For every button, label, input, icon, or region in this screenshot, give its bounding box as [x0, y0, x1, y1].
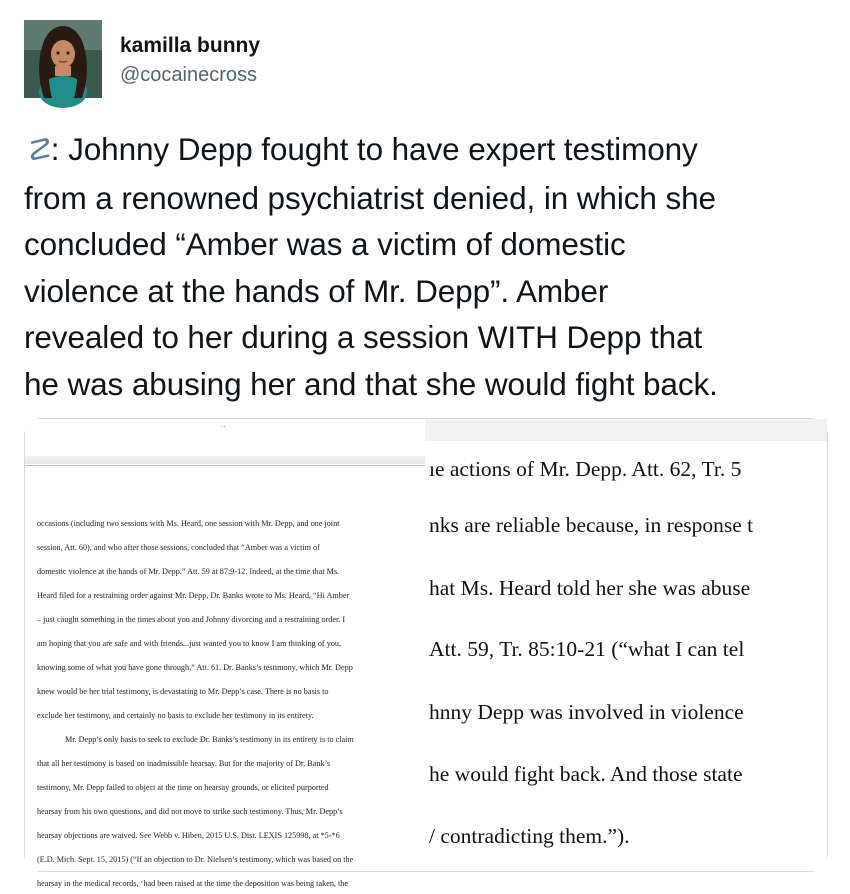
tweet-line: concluded “Amber was a victim of domestic — [24, 226, 626, 262]
symbol-glyph: ☡ — [24, 133, 51, 168]
doc-line: Mr. Depp’s only basis to seek to exclude Dr. Banks’s testimony in its entirety is to claim — [65, 735, 354, 744]
tweet-line: revealed to her during a session WITH Depp that — [24, 319, 703, 355]
doc-line: ıe actions of Mr. Depp. Att. 62, Tr. 5 — [429, 457, 742, 481]
doc-mark: .. — [221, 419, 226, 430]
doc-line: – just caught something in the times about you and Johnny divorcing and a restraining order. I — [37, 615, 346, 624]
legal-document-left — [25, 419, 435, 888]
doc-line: Att. 59, Tr. 85:10-21 (“what I can tel — [429, 637, 745, 661]
doc-line: domestic violence at the hands of Mr. Depp.” Att. 59 at 87:9-12. Indeed, at the time that Ms. — [37, 567, 340, 576]
doc-line: testimony, Mr. Depp failed to object at the time on hearsay grounds, or elicited purported — [37, 783, 329, 792]
tweet-line: violence at the hands of Mr. Depp”. Amber — [24, 272, 609, 309]
tweet-line: ☡: Johnny Depp fought to have expert testimony — [24, 131, 698, 168]
doc-line: nks are reliable because, in response t — [429, 513, 754, 537]
tweet-media-image[interactable] — [24, 418, 828, 888]
tweet-text — [24, 126, 824, 407]
doc-line: knew would be her trial testimony, is devastating to Mr. Depp’s case. There is no basis to — [37, 687, 329, 696]
doc-line: am hoping that you are safe and with friends...just wanted you to know I am thinking of you, — [37, 639, 342, 648]
doc-line: occasions (including two sessions with Ms. Heard, one session with Mr. Depp, and one joint — [37, 519, 340, 528]
doc-line: hearsay from his own questions, and did not move to strike such testimony. Thus, Mr. Depp’s — [37, 807, 343, 816]
tweet-line: from a renowned psychiatrist denied, in which she — [24, 179, 716, 216]
divider — [25, 465, 435, 466]
avatar-image — [24, 20, 102, 98]
doc-line: hearsay in the medical records, ‘had been raised at the time the deposition was being taken, the — [37, 879, 349, 888]
doc-line: exclude her testimony, and certainly no basis to exclude her testimony in its entirety. — [37, 711, 314, 720]
doc-line: hearsay objections are waived. See Webb v. Hiben, 2015 U.S. Dist. LEXIS 125998, at *5-*6 — [37, 831, 340, 840]
doc-line: session, Att. 60), and who after those sessions, concluded that “Amber was a victim of — [37, 543, 320, 552]
doc-line: (E.D. Mich. Sept. 15, 2015) (“If an objection to Dr. Nielsen’s testimony, which was based on the — [37, 855, 354, 864]
doc-line: hat Ms. Heard told her she was abuse — [429, 576, 751, 600]
doc-header-bar — [425, 419, 827, 441]
author-handle[interactable]: @cocainecross — [120, 64, 258, 86]
doc-line: that all her testimony is based on inadmissible hearsay. But for the majority of Dr. Bank’s — [37, 759, 331, 768]
tweet-header — [24, 20, 824, 100]
doc-line: Heard filed for a restraining order against Mr. Depp, Dr. Banks wrote to Ms. Heard, “Hi Amber — [37, 591, 350, 600]
doc-header-bar — [25, 456, 435, 464]
doc-line: he would fight back. And those state — [429, 762, 743, 786]
doc-line: hnny Depp was involved in violence — [429, 700, 744, 724]
author-name[interactable]: kamilla bunny — [120, 34, 261, 57]
tweet-line: he was abusing her and that she would fight back. — [24, 365, 718, 402]
doc-line: / contradicting them.”). — [429, 824, 630, 848]
avatar[interactable] — [24, 20, 102, 98]
doc-line: knowing some of what you have gone through.” Att. 61. Dr. Banks’s testimony, which Mr. Depp — [37, 663, 353, 672]
legal-document-right — [425, 419, 827, 871]
